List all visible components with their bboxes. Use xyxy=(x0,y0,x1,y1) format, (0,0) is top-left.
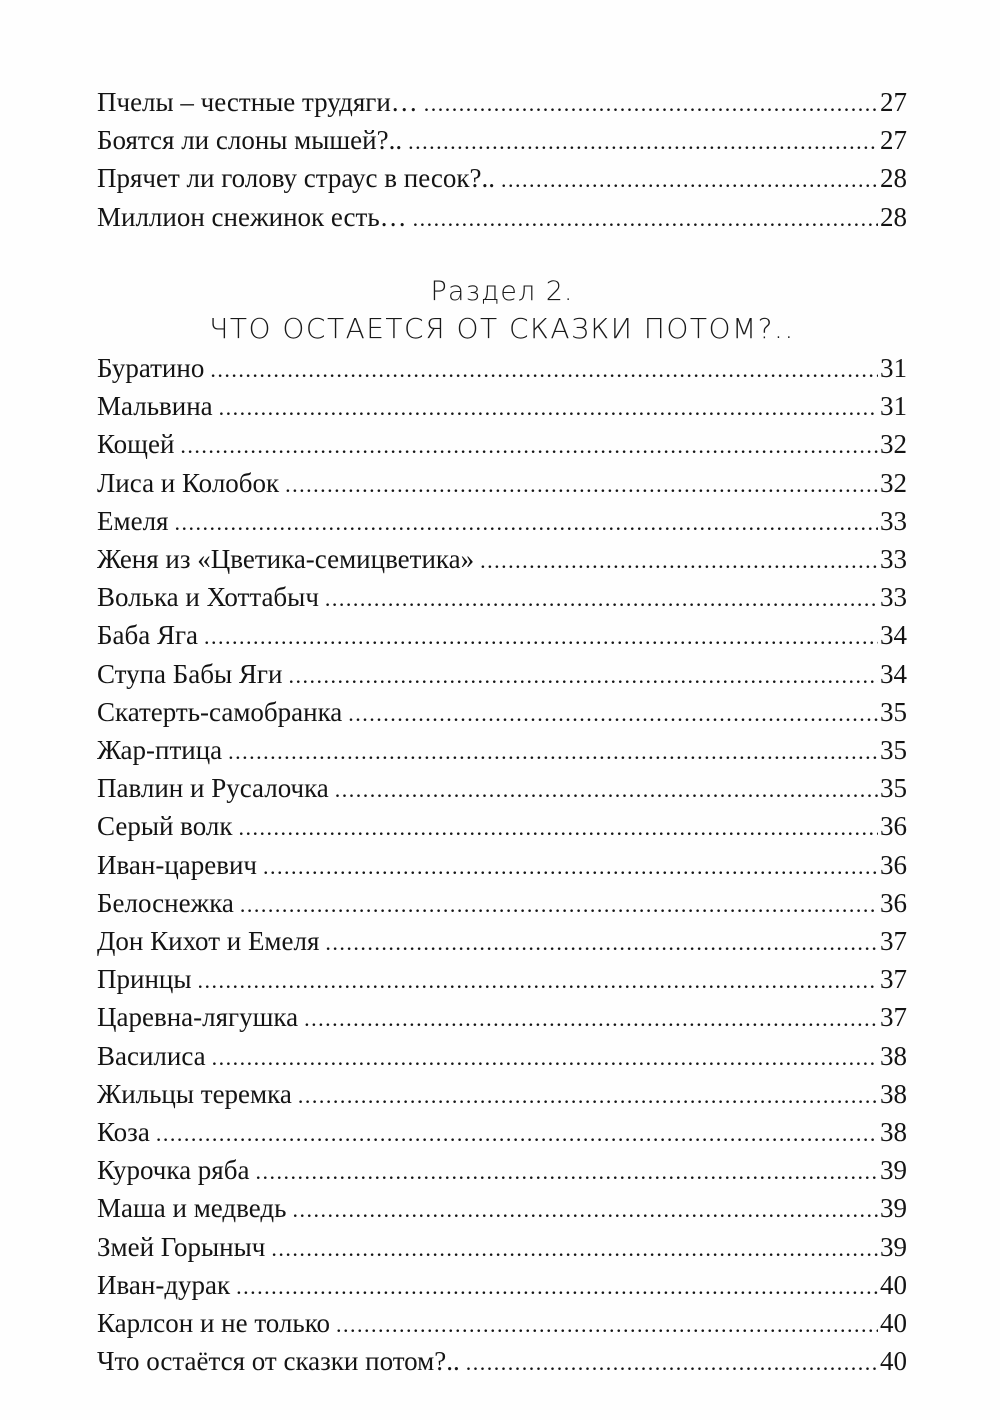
toc-entry xyxy=(97,350,907,388)
toc-entry-page: 33 xyxy=(880,505,907,536)
toc-leader-dots xyxy=(325,925,878,961)
toc-entry-title: Кощей xyxy=(97,429,175,460)
toc-entry-page: 39 xyxy=(880,1193,907,1224)
section-number: Раздел 2. xyxy=(430,276,574,307)
toc-entry-title: Буратино xyxy=(97,353,205,383)
toc-entry xyxy=(97,961,907,999)
toc-leader-dots xyxy=(285,467,878,503)
toc-entry-title: Жильцы теремка xyxy=(97,1078,292,1109)
toc-entry-page: 28 xyxy=(880,163,907,194)
toc-entry-page: 34 xyxy=(880,620,907,651)
toc-entry-title: Серый волк xyxy=(97,811,233,842)
toc-entry-title: Мальвина xyxy=(97,391,213,422)
section-heading xyxy=(97,274,907,348)
toc-entry-page: 36 xyxy=(880,811,907,842)
toc-entry-title: Карлсон и не только xyxy=(97,1308,330,1339)
toc-entry-title: Ступа Бабы Яги xyxy=(97,658,283,689)
toc-entry xyxy=(97,808,907,846)
toc-entry xyxy=(97,1038,907,1076)
toc-entry-title: Иван-дурак xyxy=(97,1269,231,1300)
toc-entry-page: 35 xyxy=(880,735,907,766)
toc-entry-page: 39 xyxy=(880,1231,907,1262)
toc-entry-page: 27 xyxy=(880,87,907,117)
toc-leader-dots xyxy=(174,505,878,541)
toc-entry-page: 32 xyxy=(880,467,907,498)
toc-entry-title: Баба Яга xyxy=(97,620,199,651)
toc-leader-dots xyxy=(292,1192,878,1228)
toc-entry-title: Женя из «Цветика-семицветика» xyxy=(97,544,475,575)
toc-entry-title: Белоснежка xyxy=(97,887,234,918)
toc-entry-page: 39 xyxy=(880,1155,907,1186)
toc-entry-page: 40 xyxy=(880,1346,907,1377)
toc-entry-page: 27 xyxy=(880,125,907,156)
toc-entry-page: 38 xyxy=(880,1078,907,1109)
toc-entry-title: Коза xyxy=(97,1117,150,1148)
toc-leader-dots xyxy=(271,1231,878,1267)
toc-leader-dots xyxy=(501,162,878,198)
toc-entry-page: 33 xyxy=(880,582,907,613)
toc-entry-title: Волька и Хоттабыч xyxy=(97,582,319,613)
toc-leader-dots xyxy=(480,543,878,579)
toc-entry xyxy=(97,1267,907,1305)
toc-entry-title: Царевна-лягушка xyxy=(97,1002,299,1033)
toc-entry xyxy=(97,503,907,541)
toc-entry-page: 35 xyxy=(880,773,907,804)
toc-entry-title: Иван-царевич xyxy=(97,849,258,880)
toc-top-list xyxy=(97,84,907,237)
toc-entry xyxy=(97,1114,907,1152)
toc-leader-dots xyxy=(240,887,878,923)
toc-leader-dots xyxy=(238,810,878,846)
toc-entry-page: 33 xyxy=(880,544,907,575)
toc-entry xyxy=(97,1305,907,1343)
toc-entry xyxy=(97,122,907,160)
toc-entry-title: Маша и медведь xyxy=(97,1193,287,1224)
toc-leader-dots xyxy=(348,696,878,732)
toc-entry xyxy=(97,1229,907,1267)
toc-entry-title: Пчелы – честные трудяги… xyxy=(97,87,418,117)
toc-entry-title: Боятся ли слоны мышей?.. xyxy=(97,125,403,156)
toc-entry xyxy=(97,1190,907,1228)
toc-entry xyxy=(97,770,907,808)
toc-entry xyxy=(97,923,907,961)
toc-entry xyxy=(97,617,907,655)
toc-leader-dots xyxy=(180,428,878,464)
toc-leader-dots xyxy=(156,1116,878,1152)
toc-main-list xyxy=(97,350,907,1381)
toc-leader-dots xyxy=(408,124,878,160)
toc-entry xyxy=(97,1076,907,1114)
toc-entry-page: 37 xyxy=(880,964,907,995)
toc-entry xyxy=(97,84,907,122)
toc-entry xyxy=(97,847,907,885)
toc-entry xyxy=(97,465,907,503)
toc-entry-title: Дон Кихот и Емеля xyxy=(97,926,320,957)
toc-leader-dots xyxy=(204,619,878,655)
toc-leader-dots xyxy=(336,1307,878,1343)
toc-entry-title: Змей Горыныч xyxy=(97,1231,266,1262)
toc-entry xyxy=(97,999,907,1037)
toc-entry-title: Прячет ли голову страус в песок?.. xyxy=(97,163,495,194)
toc-leader-dots xyxy=(466,1345,878,1381)
toc-entry-title: Василиса xyxy=(97,1040,206,1071)
toc-entry xyxy=(97,885,907,923)
toc-entry xyxy=(97,541,907,579)
section-title: ЧТО ОСТАЕТСЯ ОТ СКАЗКИ ПОТОМ?.. xyxy=(209,312,795,345)
toc-entry-title: Емеля xyxy=(97,505,169,536)
toc-entry-page: 37 xyxy=(880,1002,907,1033)
toc-entry xyxy=(97,579,907,617)
toc-entry-page: 31 xyxy=(880,353,907,383)
toc-leader-dots xyxy=(288,658,878,694)
toc-leader-dots xyxy=(228,734,878,770)
toc-entry xyxy=(97,426,907,464)
toc-entry-page: 36 xyxy=(880,887,907,918)
toc-leader-dots xyxy=(325,581,878,617)
toc-entry-title: Миллион снежинок есть… xyxy=(97,201,407,232)
toc-leader-dots xyxy=(413,201,878,237)
toc-entry-title: Скатерть-самобранка xyxy=(97,696,343,727)
toc-leader-dots xyxy=(304,1001,878,1037)
toc-leader-dots xyxy=(335,772,878,808)
toc-entry-title: Павлин и Русалочка xyxy=(97,773,329,804)
toc-entry-page: 34 xyxy=(880,658,907,689)
toc-entry-page: 38 xyxy=(880,1040,907,1071)
toc-entry xyxy=(97,732,907,770)
toc-entry-page: 28 xyxy=(880,201,907,232)
toc-entry xyxy=(97,1152,907,1190)
toc-leader-dots xyxy=(424,86,878,122)
toc-leader-dots xyxy=(210,352,878,388)
toc-entry-page: 35 xyxy=(880,696,907,727)
toc-entry-title: Лиса и Колобок xyxy=(97,467,280,498)
toc-entry-title: Жар-птица xyxy=(97,735,223,766)
toc-entry-page: 36 xyxy=(880,849,907,880)
toc-entry xyxy=(97,1343,907,1381)
toc-entry xyxy=(97,694,907,732)
toc-leader-dots xyxy=(236,1269,878,1305)
toc-entry-page: 37 xyxy=(880,926,907,957)
toc-entry xyxy=(97,388,907,426)
toc-entry-page: 40 xyxy=(880,1269,907,1300)
toc-entry-page: 40 xyxy=(880,1308,907,1339)
toc-leader-dots xyxy=(255,1154,878,1190)
toc-entry-title: Принцы xyxy=(97,964,192,995)
toc-entry-page: 38 xyxy=(880,1117,907,1148)
toc-leader-dots xyxy=(298,1078,878,1114)
toc-entry-title: Курочка ряба xyxy=(97,1155,250,1186)
toc-entry xyxy=(97,656,907,694)
toc-leader-dots xyxy=(263,849,878,885)
toc-leader-dots xyxy=(219,390,878,426)
toc-leader-dots xyxy=(212,1040,878,1076)
toc-leader-dots xyxy=(198,963,879,999)
toc-entry-page: 31 xyxy=(880,391,907,422)
toc-entry-title: Что остаётся от сказки потом?.. xyxy=(97,1346,460,1377)
toc-entry xyxy=(97,160,907,198)
toc-entry xyxy=(97,199,907,237)
toc-entry-page: 32 xyxy=(880,429,907,460)
